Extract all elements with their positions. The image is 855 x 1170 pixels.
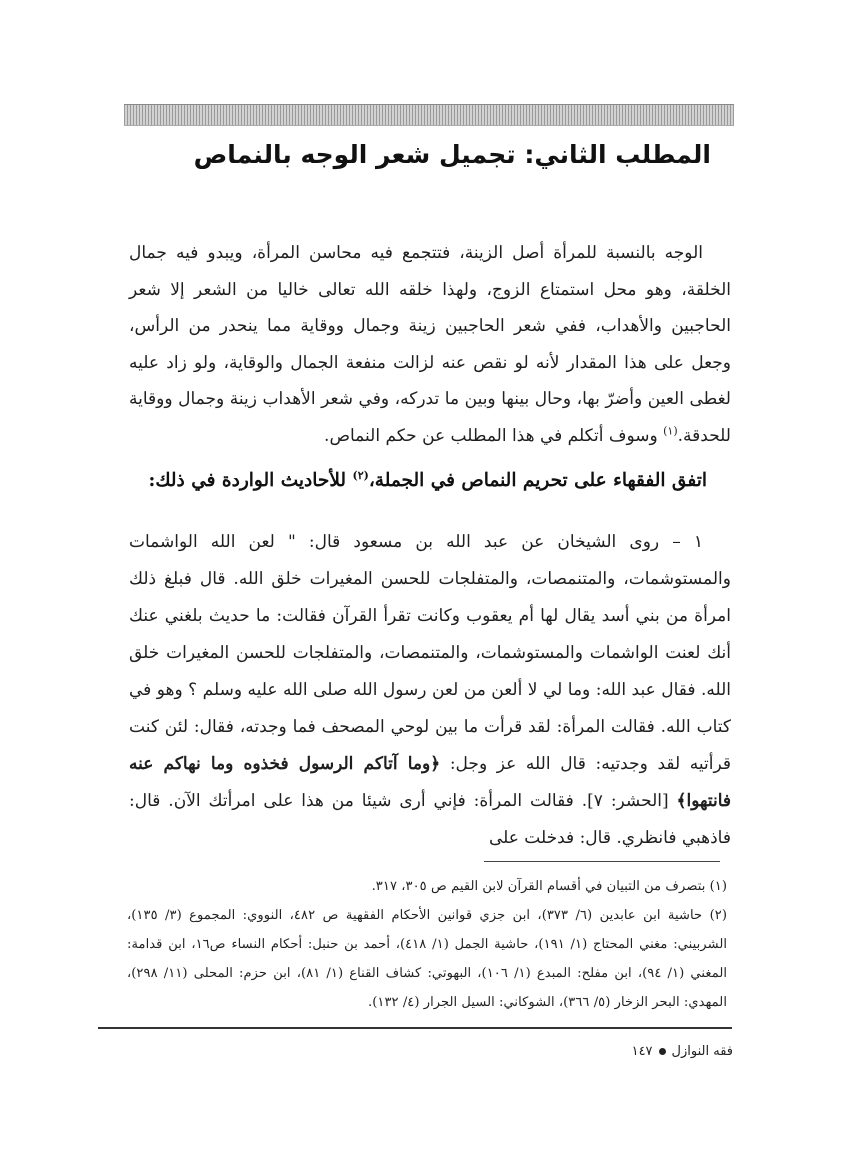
subheading xyxy=(127,470,707,491)
section-title: المطلب الثاني: تجميل شعر الوجه بالنماص xyxy=(193,140,711,169)
intro-text-end: وسوف أتكلم في هذا المطلب عن حكم النماص. xyxy=(324,425,658,446)
page-number: ١٤٧ xyxy=(631,1044,653,1059)
footnote-ref-2[interactable]: (٢) xyxy=(352,468,369,482)
hadith-paragraph xyxy=(129,524,731,857)
quran-verse: ﴿وما آتاكم الرسول فخذوه وما نهاكم عنه فانتهوا﴾ xyxy=(129,754,732,811)
bullet-icon xyxy=(659,1048,666,1055)
footnote-ref-1[interactable]: (١) xyxy=(663,423,678,437)
hadith-text: ١ – روى الشيخان عن عبد الله بن مسعود قال: " لعن الله الواشمات والمستوشمات، والمتنمصات، والمتفلجات للحسن المغيرات خلق الله. قال فبلغ ذلك امرأة من بني أسد يقال لها أم يعقوب وكانت تقرأ القرآن فقالت: ما حديث بلغني عنك أنك لعنت الواشمات والمستوشمات، والمتنمصات، والمتفلجات للحسن المغيرات خلق الله. فقال عبد الله: وما لي لا ألعن من لعن رسول الله صلى الله عليه وسلم ؟ وهو في كتاب الله. فقالت المرأة: لقد قرأت ما بين لوحي المصحف فما وجدته، فقال: لئن كنت قرأتيه لقد وجدتيه: قال الله عز وجل: xyxy=(129,532,731,774)
footnote-2: (٢) حاشية ابن عابدين (٦/ ٣٧٣)، ابن جزي قوانين الأحكام الفقهية ص ٤٨٢، النووي: المجموع (٣/ ١٣٥)، الشربيني: مغني المحتاج (١/ ١٩١)، حاشية الجمل (١/ ٤١٨)، أحمد بن حنبل: أحكام النساء ص١٦، ابن قدامة: المغني (١/ ٩٤)، ابن مفلح: المبدع (١/ ١٠٦)، البهوتي: كشاف القناع (١/ ٨١)، ابن حزم: المحلى (١١/ ٢٩٨)، المهدي: البحر الزخار (٥/ ٣٦٦)، الشوكاني: السيل الجرار (٤/ ١٣٢). xyxy=(127,908,728,1010)
footer-rule xyxy=(98,1027,732,1029)
footnote-1: (١) بتصرف من التبيان في أقسام القرآن لابن القيم ص ٣٠٥، ٣١٧. xyxy=(371,879,727,894)
intro-paragraph xyxy=(129,235,731,454)
intro-text: الوجه بالنسبة للمرأة أصل الزينة، فتتجمع فيه محاسن المرأة، ويبدو فيه جمال الخلقة، وهو محل استمتاع الزوج، ولهذا خلقه الله تعالى خاليا من الشعر إلا شعر الحاجبين والأهداب، ففي شعر الحاجبين زينة وجمال ووقاية مما ينحدر من الرأس، وجعل على هذا المقدار لأنه لو نقص عنه لزالت منفعة الجمال والوقاية، ولو زاد عليه لغطى العين وأضرّ بها، وحال بينها وبين ما تدركه، وفي شعر الأهداب زينة وجمال ووقاية للحدقة. xyxy=(129,243,731,446)
subheading-text-end: للأحاديث الواردة في ذلك: xyxy=(148,470,347,491)
hadith-text-end: [الحشر: ٧]. فقالت المرأة: فإني أرى شيئا من هذا على امرأتك الآن. قال: فاذهبي فانظري. قال: فدخلت على xyxy=(129,791,731,848)
footnote-separator xyxy=(484,861,720,862)
header-decorative-band xyxy=(124,104,734,126)
footnotes xyxy=(127,872,727,1017)
page-footer xyxy=(632,1044,733,1059)
footer-book-title: فقه النوازل xyxy=(671,1044,733,1059)
subheading-text: اتفق الفقهاء على تحريم النماص في الجملة، xyxy=(368,470,707,491)
